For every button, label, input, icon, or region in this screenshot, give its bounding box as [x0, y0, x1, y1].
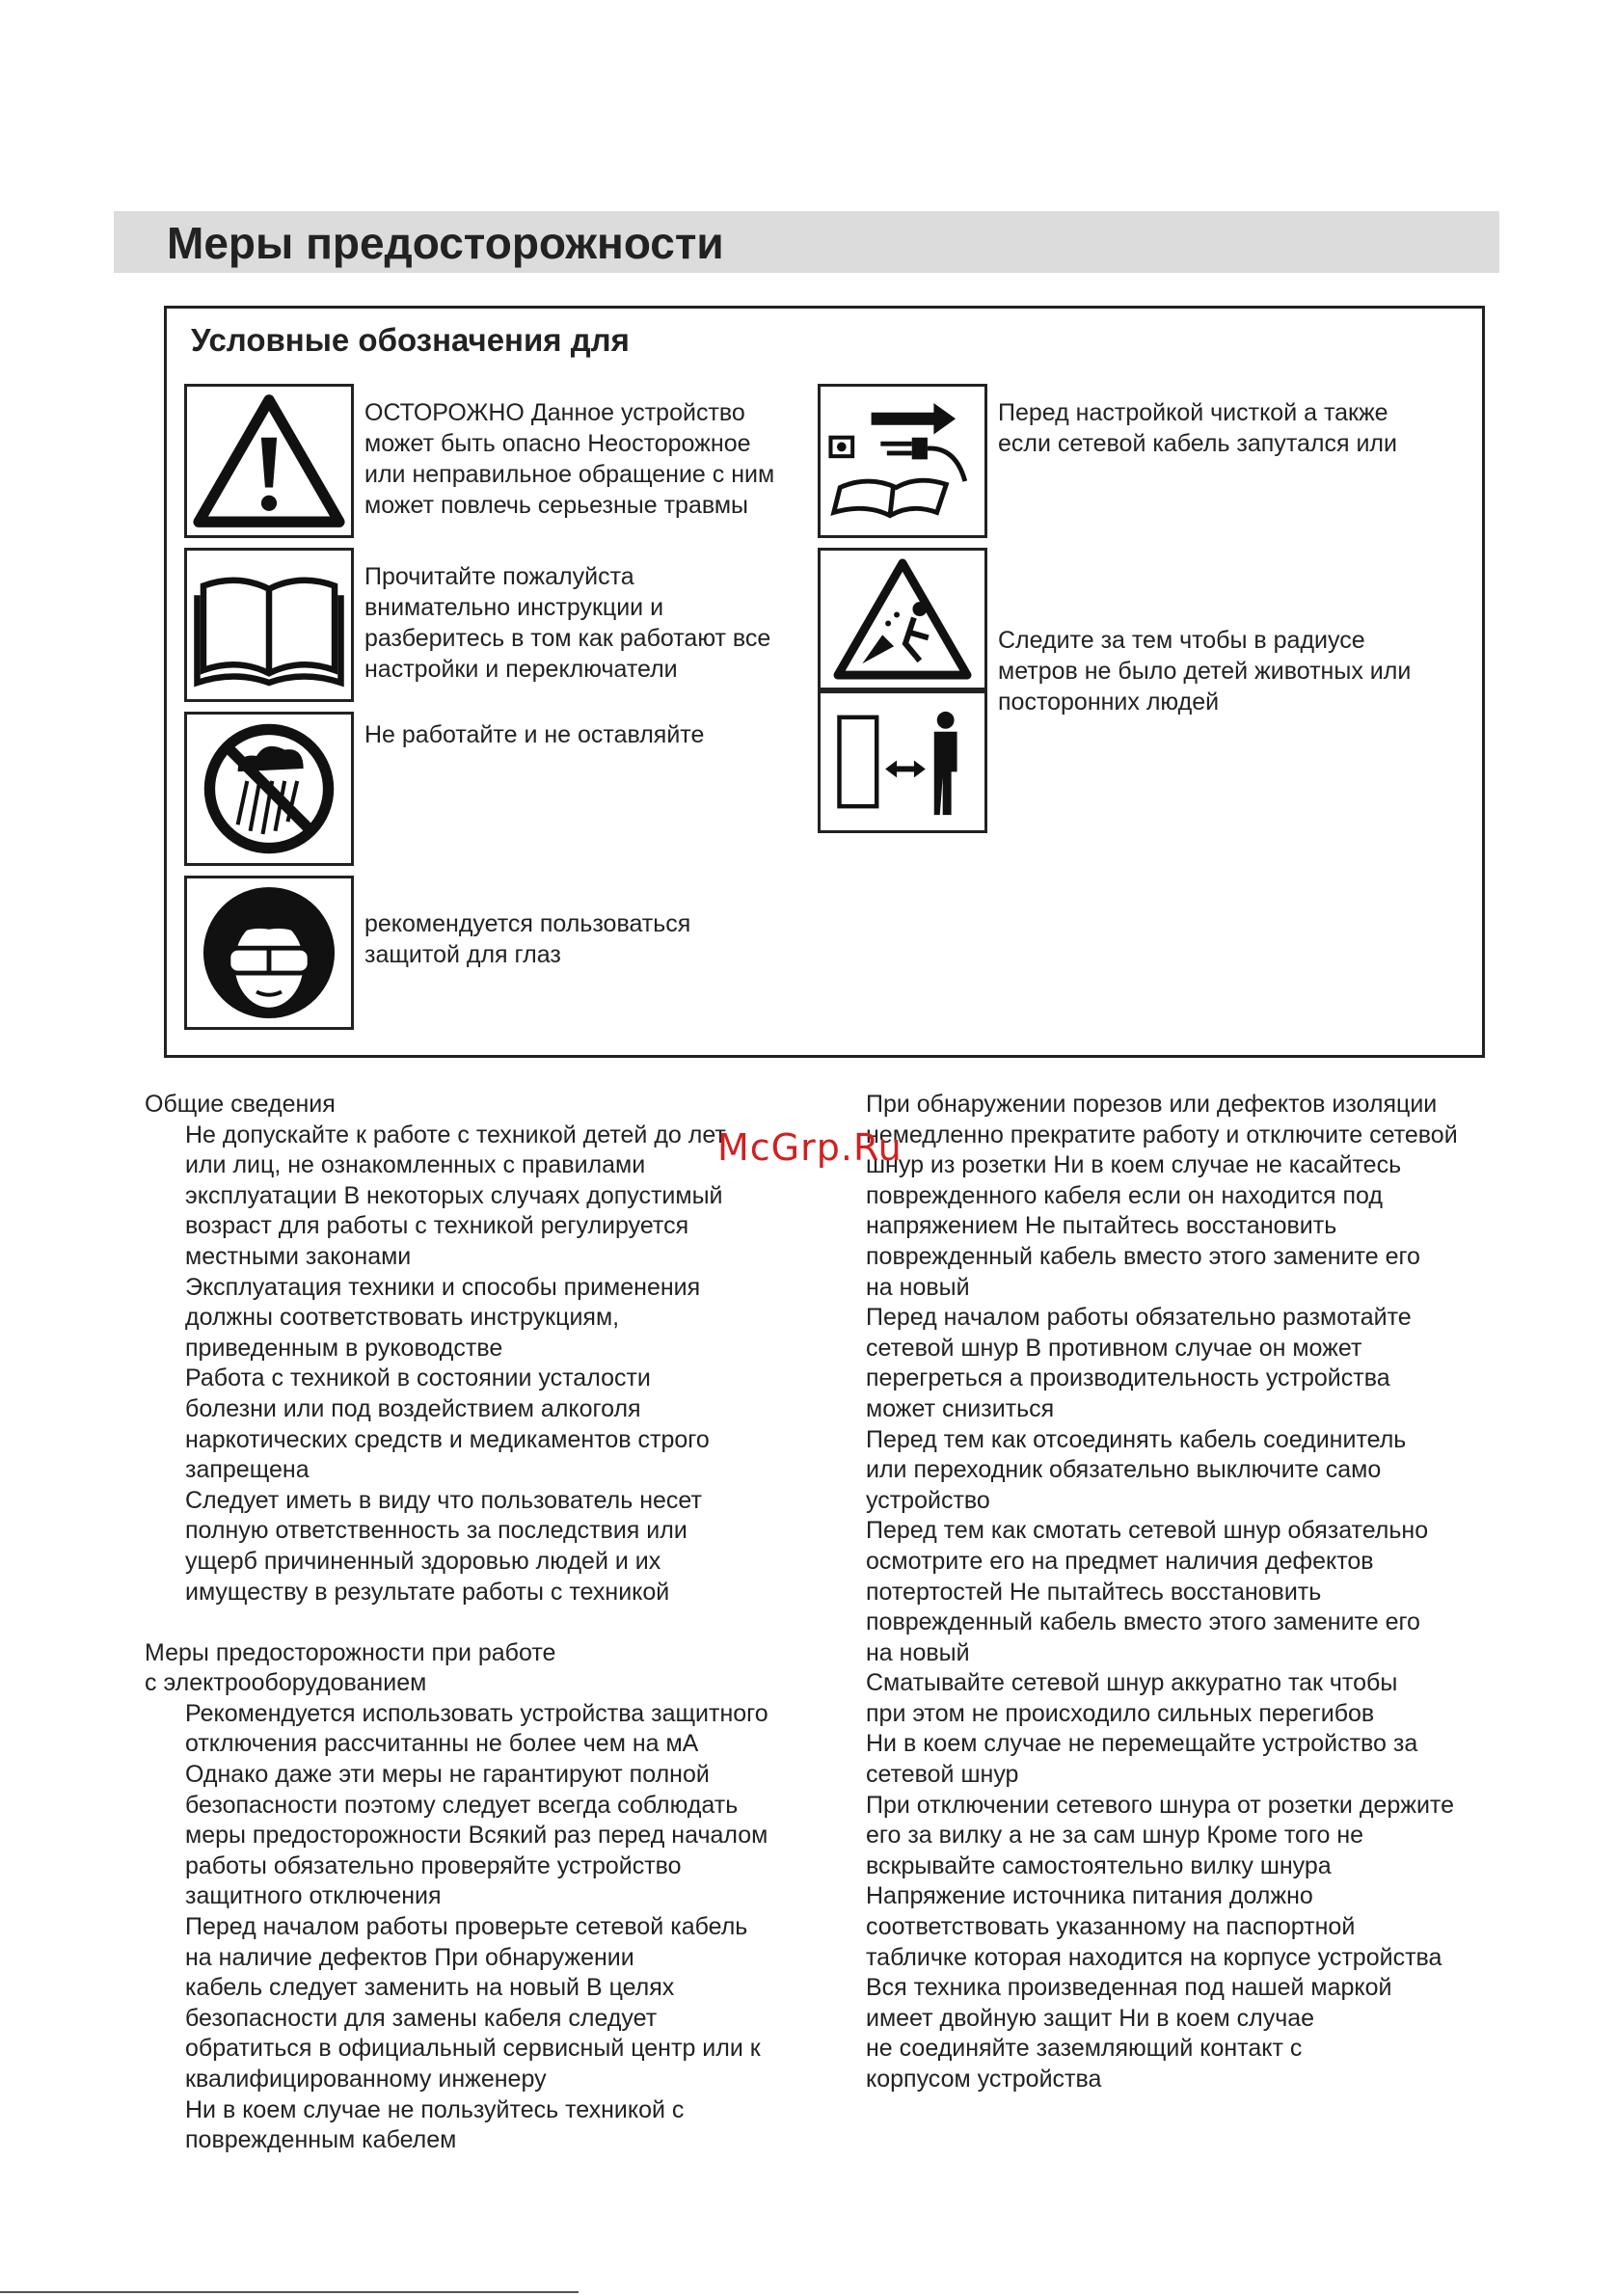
paragraph: Перед началом работы обязательно размотайте сетевой шнур В противном случае он может перегреться а производительность устройства может снизиться: [866, 1304, 1412, 1422]
paragraph: Ни в коем случае не перемещайте устройство за сетевой шнур: [866, 1730, 1418, 1789]
spacer: [145, 1607, 810, 1638]
paragraph: Ни в коем случае не пользуйтесь техникой с поврежденным кабелем: [185, 2095, 685, 2154]
symbol-text-no-rain: Не работайте и не оставляйте: [364, 721, 705, 748]
section-heading-general: Общие сведения: [145, 1091, 336, 1118]
paragraph: Перед тем как отсоединять кабель соединитель или переходник обязательно выключите само устройство: [866, 1425, 1407, 1514]
paragraph: Следует иметь в виду что пользователь несет полную ответственность за последствия или ущерб причиненный здоровью людей и их имуществу в результате работы с техникой: [185, 1486, 702, 1606]
paragraph: При обнаружении порезов или дефектов изоляции немедленно прекратите работу и отключите сетевой шнур из розетки Ни в коем случае не касайтесь поврежденного кабеля если он находится под напряжением Не пытайтесь восстановить поврежденный кабель вместо этого замените его на новый: [866, 1091, 1458, 1301]
section-heading-electrical: Меры предосторожности при работе с электрооборудованием: [145, 1638, 556, 1697]
safety-goggles-icon: [184, 876, 354, 1030]
paragraph: Перед тем как смотать сетевой шнур обязательно осмотрите его на предмет наличия дефектов потертостей Не пытайтесь восстановить поврежденный кабель вместо этого замените его на новый: [866, 1517, 1429, 1666]
paragraph: Не допускайте к работе с техникой детей до лет или лиц, не ознакомленных с правилами эксплуатации В некоторых случаях допустимый возраст для работы с техникой регулируется местными законами: [185, 1121, 726, 1270]
symbol-text-goggles: рекомендуется пользоваться защитой для глаз: [364, 910, 691, 968]
symbols-legend-box: [164, 306, 1485, 1058]
paragraph: При отключении сетевого шнура от розетки держите его за вилку а не за сам шнур Кроме того не вскрывайте самостоятельно вилку шнура: [866, 1791, 1454, 1879]
symbols-legend-title: Условные обозначения для: [191, 322, 630, 358]
left-text-column: [145, 1090, 810, 2156]
symbol-text-read-manual: Прочитайте пожалуйста внимательно инструкции и разберитесь в том как работают все настройки и переключатели: [364, 563, 771, 683]
symbol-text-unplug: Перед настройкой чисткой а также если сетевой кабель запутался или: [998, 399, 1397, 457]
paragraph: Вся техника произведенная под нашей маркой имеет двойную защит Ни в коем случае не соединяйте заземляющий контакт с корпусом устройства: [866, 1974, 1392, 2093]
paragraph: Сматывайте сетевой шнур аккуратно так чтобы при этом не происходило сильных перегибов: [866, 1669, 1398, 1727]
warning-triangle-icon: [184, 384, 354, 538]
paragraph: Рекомендуется использовать устройства защитного отключения рассчитанны не более чем на мА Однако даже эти меры не гарантируют полной безопасности поэтому следует всегда соблюдать меры предосторожности Всякий раз перед началом работы обязательно проверяйте устройство защитного отключения: [185, 1699, 768, 1910]
paragraph: Перед началом работы проверьте сетевой кабель на наличие дефектов При обнаружении кабель следует заменить на новый В целях безопасности для замены кабеля следует обратиться в официальный сервисный центр или к квалифицированному инженеру: [185, 1913, 761, 2093]
right-text-column: [866, 1090, 1493, 2095]
paragraph: Эксплуатация техники и способы применения должны соответствовать инструкциям, приведенным в руководстве: [185, 1273, 701, 1362]
symbol-text-warning: ОСТОРОЖНО Данное устройство может быть опасно Неосторожное или неправильное обращение с ним может повлечь серьезные травмы: [364, 399, 775, 519]
symbol-text-distance: Следите за тем чтобы в радиусе метров не было детей животных или посторонних людей: [998, 627, 1412, 716]
flying-debris-icon: [818, 548, 987, 690]
page-title: Меры предосторожности: [167, 218, 724, 268]
title-bar: [114, 211, 1499, 273]
watermark: McGrp.Ru: [717, 1126, 903, 1169]
paragraph: Работа с техникой в состоянии усталости болезни или под воздействием алкоголя наркотических средств и медикаментов строго запрещена: [185, 1364, 710, 1484]
unplug-manual-icon: [818, 384, 987, 538]
keep-distance-icon: [818, 690, 987, 833]
open-book-icon: [184, 548, 354, 702]
no-rain-icon: [184, 712, 354, 866]
footer-divider: [0, 2291, 579, 2293]
paragraph: Напряжение источника питания должно соответствовать указанному на паспортной табличке которая находится на корпусе устройства: [866, 1882, 1442, 1971]
